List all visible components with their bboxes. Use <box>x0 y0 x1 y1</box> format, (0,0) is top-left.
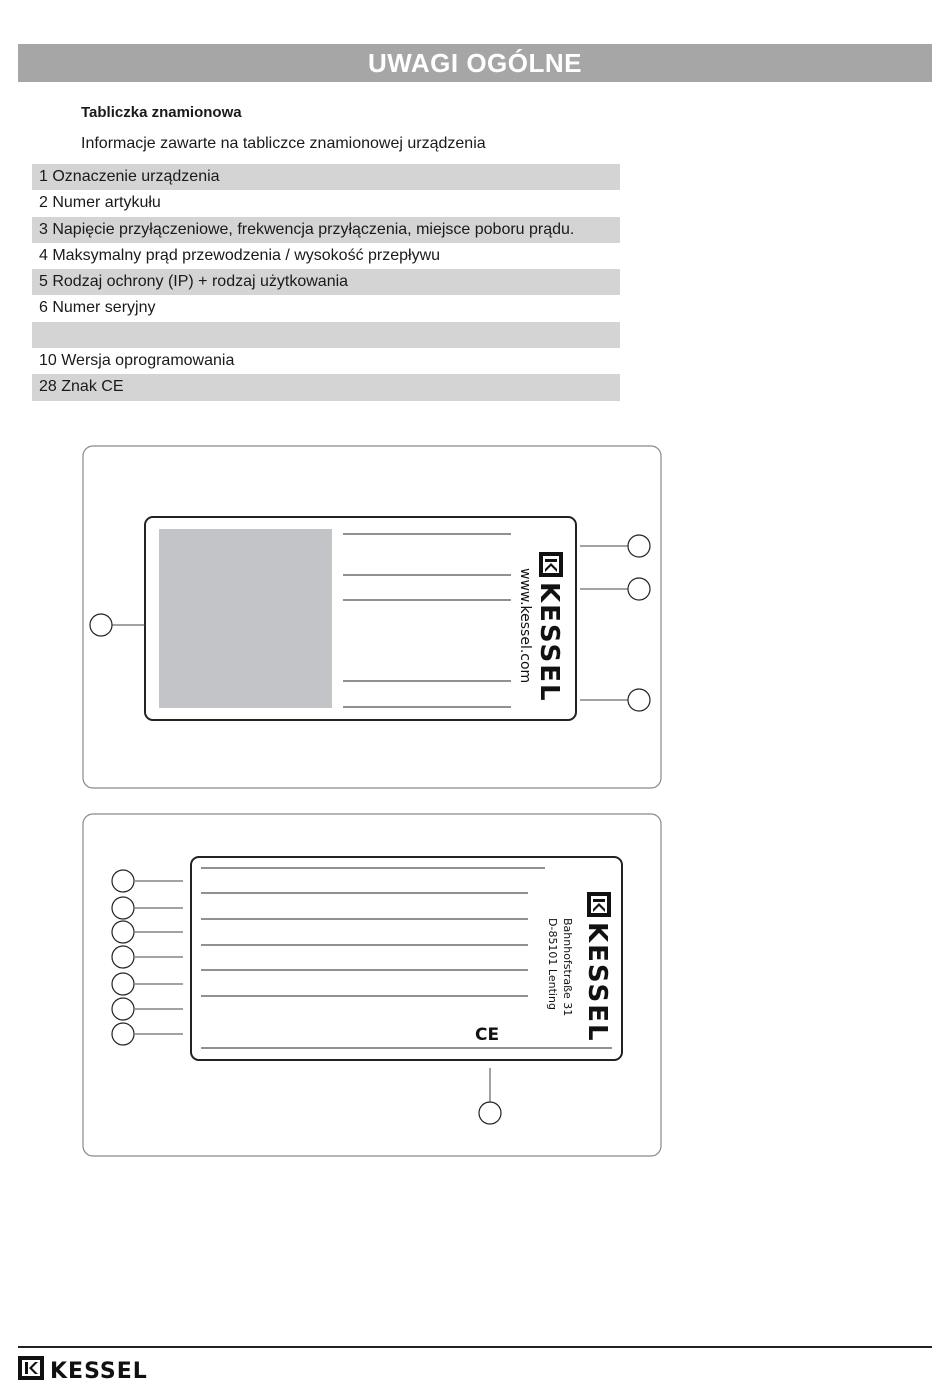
section-heading: Tabliczka znamionowa <box>81 104 242 121</box>
callout-circle <box>112 973 134 995</box>
info-row: 5 Rodzaj ochrony (IP) + rodzaj użytkowania <box>32 269 620 295</box>
plate1-website: www.kessel.com <box>517 568 533 684</box>
info-row: 3 Napięcie przyłączeniowe, frekwencja przyłączenia, miejsce poboru prądu. <box>32 217 620 243</box>
info-row: 4 Maksymalny prąd przewodzenia / wysokość przepływu <box>39 246 441 264</box>
callout-circle <box>112 998 134 1020</box>
callout-circle <box>112 946 134 968</box>
info-row: 6 Numer seryjny <box>39 299 156 317</box>
info-row: 28 Znak CE <box>32 374 620 400</box>
info-row: 1 Oznaczenie urządzenia <box>32 164 620 190</box>
callout-circle <box>112 921 134 943</box>
footer-rule <box>18 1346 932 1348</box>
plate2-brand: KESSEL <box>582 922 612 1043</box>
plate2-street: Bahnhofstraße 31 <box>561 918 574 1017</box>
info-row: 2 Numer artykułu <box>39 194 161 212</box>
plate1-brand: KESSEL <box>534 582 564 703</box>
page-title: UWAGI OGÓLNE <box>368 47 582 78</box>
callout-circle <box>112 897 134 919</box>
info-row: 10 Wersja oprogramowania <box>39 352 235 370</box>
kessel-k-logo-icon <box>18 1356 44 1380</box>
callout-circle <box>112 1023 134 1045</box>
section-intro: Informacje zawarte na tabliczce znamionowej urządzenia <box>81 135 486 152</box>
footer-logo <box>18 1354 178 1384</box>
callout-circle <box>479 1102 501 1124</box>
callout-circle <box>112 870 134 892</box>
plate2-city: D-85101 Lenting <box>546 918 559 1010</box>
kessel-k-logo-icon <box>587 892 611 917</box>
ce-mark: CE <box>475 1025 500 1045</box>
kessel-logo-2 <box>582 892 612 1043</box>
footer-brand: KESSEL <box>50 1359 148 1384</box>
